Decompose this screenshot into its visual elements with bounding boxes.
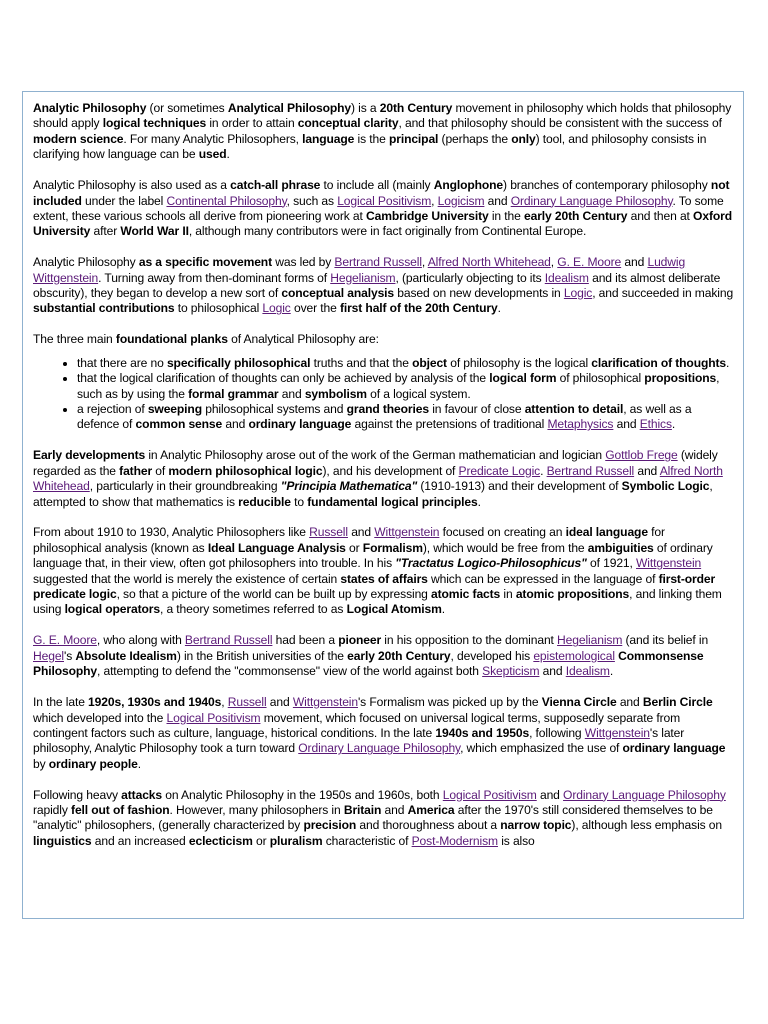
bold-term: clarification of thoughts <box>591 355 727 370</box>
text-run: . Turning away from then-dominant forms of <box>98 270 331 285</box>
text-run: ) is a <box>351 101 380 115</box>
paragraph-attacks <box>33 788 734 850</box>
link-alfred-north-whitehead[interactable]: Alfred North Whitehead <box>33 463 723 494</box>
bold-term: Analytic Philosophy <box>33 101 147 115</box>
bold-term: 1920s, 1930s and 1940s <box>88 695 222 710</box>
text-run: . For many Analytic Philosophers, <box>123 131 303 146</box>
text-run: and <box>621 255 648 270</box>
text-run: and <box>613 417 640 432</box>
book-title: "Tractatus Logico-Philosophicus" <box>395 556 587 571</box>
text-run: and then at <box>627 208 694 223</box>
text-run: focused on creating an <box>439 525 566 540</box>
text-run: , <box>431 193 438 208</box>
text-run: and <box>634 463 660 478</box>
text-run: , particularly in their groundbreaking <box>89 479 281 494</box>
bold-term: substantial contributions <box>33 301 175 316</box>
bold-term: language <box>302 131 355 146</box>
link-logic[interactable]: Logic <box>262 301 291 316</box>
text-run: to philosophical <box>174 301 263 316</box>
text-run: truths and that the <box>310 355 413 370</box>
text-run: or <box>252 833 270 848</box>
text-run: Following heavy <box>33 787 122 802</box>
bold-term: narrow topic <box>500 818 572 833</box>
paragraph-catch-all <box>33 178 734 240</box>
text-run: for philosophical analysis (known as <box>33 525 665 555</box>
text-run: and <box>539 664 566 679</box>
text-run: rapidly <box>33 803 72 818</box>
link-wittgenstein[interactable]: Wittgenstein <box>584 725 650 740</box>
text-run: of <box>152 463 169 478</box>
text-run: in Analytic Philosophy arose out of the work of the German mathematician and logician <box>145 448 606 463</box>
text-run: based on new developments in <box>394 286 564 301</box>
bold-term: catch-all phrase <box>230 178 321 193</box>
text-run: , attempted to show that mathematics is <box>33 479 713 509</box>
text-run: , <box>550 255 558 270</box>
text-run: . <box>609 664 614 679</box>
text-run: over the <box>290 301 340 316</box>
text-run: and thoroughness about a <box>356 818 501 833</box>
bold-term: Formalism <box>362 540 423 555</box>
text-run: that there are no <box>77 355 167 370</box>
bold-term: Symbolic Logic <box>621 479 710 494</box>
bold-term: conceptual analysis <box>281 286 395 301</box>
text-run: The three main <box>33 332 116 347</box>
text-run: (widely regarded as the <box>33 448 718 478</box>
text-run: on Analytic Philosophy in the 1950s and 1960s, both <box>162 787 443 802</box>
link-g-e-moore[interactable]: G. E. Moore <box>557 255 622 270</box>
bold-term: logical operators <box>64 602 160 617</box>
paragraph-planks-intro <box>33 332 734 347</box>
bold-term: father <box>119 463 153 478</box>
list-item <box>77 356 734 371</box>
link-alfred-north-whitehead[interactable]: Alfred North Whitehead <box>427 255 551 270</box>
bold-term: conceptual clarity <box>297 116 399 131</box>
link-ordinary-language-philosophy[interactable]: Ordinary Language Philosophy <box>298 741 461 756</box>
text-run: philosophical systems and <box>201 402 347 416</box>
bold-term: fell out of fashion <box>71 803 170 818</box>
paragraph-specific-movement <box>33 255 734 317</box>
text-run: that the logical clarification of thoughts can only be achieved by analysis of the <box>77 371 490 386</box>
text-run: movement in philosophy which holds that philosophy should apply <box>33 101 732 131</box>
bold-term: common sense <box>135 417 223 432</box>
text-run: was led by <box>272 255 335 270</box>
text-run: From about 1910 to 1930, Analytic Philosophers like <box>33 525 310 540</box>
text-run: to include all (mainly <box>320 178 434 193</box>
text-run: is also <box>497 833 535 848</box>
text-run: to <box>290 494 308 509</box>
link-ethics[interactable]: Ethics <box>639 417 672 432</box>
bold-term: used <box>198 147 227 162</box>
text-run: ), which would be free from the <box>422 540 588 555</box>
bold-term: reducible <box>238 494 291 509</box>
text-run: which can be expressed in the language of <box>427 571 659 586</box>
text-run: and <box>347 525 375 540</box>
text-run: , such as by using the <box>77 371 720 401</box>
text-run: . <box>540 463 547 478</box>
bold-term: as a specific movement <box>138 255 272 270</box>
bold-term: Commonsense Philosophy <box>33 648 704 679</box>
paragraph-early-developments <box>33 448 734 510</box>
link-logical-positivism[interactable]: Logical Positivism <box>442 787 537 802</box>
bold-term: Analytical Philosophy <box>227 101 351 115</box>
text-run: of philosophy is the logical <box>446 355 592 370</box>
text-run: Analytic Philosophy is also used as a <box>33 178 231 193</box>
bold-term: symbolism <box>304 386 367 401</box>
bold-term: modern philosophical logic <box>168 463 323 478</box>
link-idealism[interactable]: Idealism <box>565 664 610 679</box>
bold-term: pluralism <box>269 833 323 848</box>
paragraph-ideal-language <box>33 525 734 617</box>
bold-term: not included <box>33 178 730 208</box>
bold-term: first half of the 20th Century <box>339 301 498 316</box>
link-continental-philosophy[interactable]: Continental Philosophy <box>166 193 287 208</box>
text-run: , (particularly objecting to its <box>395 270 545 285</box>
link-logicism[interactable]: Logicism <box>437 193 485 208</box>
text-run: , as well as a defence of <box>77 402 692 432</box>
bold-term: ordinary language <box>248 417 352 432</box>
text-run: of a logical system. <box>366 386 471 401</box>
bold-term: ideal language <box>565 525 648 540</box>
bold-term: propositions <box>644 371 717 386</box>
text-run: and <box>222 417 249 432</box>
text-run: in the <box>488 208 524 223</box>
list-item <box>77 402 734 433</box>
text-run: , <box>221 695 228 710</box>
link-predicate-logic[interactable]: Predicate Logic <box>458 463 541 478</box>
text-run: and its almost deliberate obscurity), they began to develop a new sort of <box>33 270 721 301</box>
text-run: a rejection of <box>77 402 148 416</box>
bold-term: Absolute Idealism <box>75 648 177 663</box>
link-g-e-moore[interactable]: G. E. Moore <box>33 633 97 648</box>
paragraph-vienna-circle <box>33 695 734 772</box>
text-run: by <box>33 756 49 771</box>
text-run: ) branches of contemporary philosophy <box>503 178 711 193</box>
text-run: , although many contributors were in fact originally from Continental Europe. <box>188 224 587 239</box>
link-logic[interactable]: Logic <box>563 286 593 301</box>
text-run: , who along with <box>96 633 185 648</box>
bold-term: logical form <box>489 371 557 386</box>
book-title: "Principia Mathematica" <box>280 479 418 494</box>
text-run: of 1921, <box>586 556 637 571</box>
bold-term: linguistics <box>33 833 92 848</box>
bold-term: Cambridge University <box>366 208 489 223</box>
bold-term: early 20th Century <box>523 208 628 223</box>
text-run: after <box>90 224 121 239</box>
text-run: under the label <box>81 193 167 208</box>
bold-term: attention to detail <box>524 402 624 416</box>
bold-term: Oxford University <box>33 208 732 239</box>
bold-term: Vienna Circle <box>541 695 617 710</box>
text-run: (or sometimes <box>146 101 228 115</box>
bold-term: states of affairs <box>340 571 428 586</box>
text-run: ) tool, and philosophy consists in clarifying how language can be <box>33 131 707 162</box>
text-run: , developed his <box>450 648 534 663</box>
text-run: and <box>536 787 564 802</box>
text-run: in his opposition to the dominant <box>381 633 558 648</box>
bold-term: 1940s and 1950s <box>435 725 530 740</box>
text-run: and <box>266 695 293 710</box>
text-run: (perhaps the <box>438 131 512 146</box>
bold-term: object <box>412 355 447 370</box>
bold-term: formal grammar <box>188 386 279 401</box>
text-run: 's Formalism was picked up by the <box>357 695 542 710</box>
text-run: and <box>381 803 408 818</box>
bold-term: ambiguities <box>587 540 654 555</box>
text-run: after the 1970's still considered themselves to be "analytic" philosophers, (generally characterized by <box>33 803 713 833</box>
bold-term: ordinary language <box>622 741 726 756</box>
link-metaphysics[interactable]: Metaphysics <box>547 417 614 432</box>
bold-term: pioneer <box>338 633 382 648</box>
text-run: which developed into the <box>33 710 167 725</box>
article-body <box>23 92 743 849</box>
paragraph-moore <box>33 633 734 679</box>
link-russell[interactable]: Russell <box>227 695 267 710</box>
bold-term: modern science <box>33 131 124 146</box>
bold-term: ordinary people <box>48 756 138 771</box>
text-run: . <box>137 756 141 771</box>
link-bertrand-russell[interactable]: Bertrand Russell <box>546 463 635 478</box>
text-run: in order to attain <box>206 116 298 131</box>
link-ludwig-wittgenstein[interactable]: Ludwig Wittgenstein <box>33 255 686 285</box>
link-skepticism[interactable]: Skepticism <box>482 664 540 679</box>
link-post-modernism[interactable]: Post-Modernism <box>411 833 498 848</box>
text-run: of philosophical <box>556 371 645 386</box>
bold-term: Logical Atomism <box>346 602 442 617</box>
text-run: ), and his development of <box>322 463 459 478</box>
text-run: . However, many philosophers in <box>169 803 344 818</box>
bold-term: Early developments <box>33 448 146 463</box>
text-run: 's later philosophy, Analytic Philosophy took a turn toward <box>33 725 685 756</box>
paragraph-intro <box>33 101 734 163</box>
text-run: . To some extent, these various schools all derive from pioneering work at <box>33 193 724 223</box>
bold-term: sweeping <box>147 402 202 416</box>
bold-term: logical techniques <box>102 116 207 131</box>
text-run: of ordinary language that, in their view, often got philosophers into trouble. In his <box>33 540 713 571</box>
link-hegelianism[interactable]: Hegelianism <box>557 633 623 648</box>
link-logical-positivism[interactable]: Logical Positivism <box>166 710 261 725</box>
link-russell[interactable]: Russell <box>309 525 348 540</box>
text-run: (1910-1913) and their development of <box>417 479 622 494</box>
text-run: and <box>484 193 511 208</box>
text-run: . <box>226 147 230 162</box>
link-epistemological[interactable]: epistemological <box>533 648 615 663</box>
text-run: Analytic Philosophy <box>33 255 139 270</box>
bold-term: World War II <box>120 224 189 239</box>
text-run: ), although less emphasis on <box>571 818 723 833</box>
link-ordinary-language-philosophy[interactable]: Ordinary Language Philosophy <box>510 193 673 208</box>
text-run: , <box>421 255 428 270</box>
text-run: . <box>671 417 676 432</box>
text-run: . <box>441 602 445 617</box>
text-run: ) in the British universities of the <box>176 648 348 663</box>
text-run: , following <box>529 725 585 740</box>
text-run: , and that philosophy should be consistent with the success of <box>398 116 722 131</box>
text-run: . <box>726 355 730 370</box>
text-run: movement, which focused on universal logical terms, supposedly separate from contingent factors such as culture, language, historical conditions. In the late <box>33 710 681 740</box>
bold-term: fundamental logical principles <box>307 494 478 509</box>
link-wittgenstein[interactable]: Wittgenstein <box>374 525 440 540</box>
text-run: and <box>616 695 643 710</box>
bold-term: Ideal Language Analysis <box>207 540 346 555</box>
bold-term: attacks <box>121 787 163 802</box>
text-run: . <box>477 494 481 509</box>
foundational-planks-list <box>33 356 734 433</box>
link-wittgenstein[interactable]: Wittgenstein <box>636 556 702 571</box>
link-wittgenstein[interactable]: Wittgenstein <box>292 695 358 710</box>
bold-term: grand theories <box>346 402 429 416</box>
link-ordinary-language-philosophy[interactable]: Ordinary Language Philosophy <box>563 787 726 802</box>
text-run: . <box>497 301 501 316</box>
bold-term: America <box>407 803 455 818</box>
bold-term: atomic propositions <box>515 587 630 602</box>
link-gottlob-frege[interactable]: Gottlob Frege <box>605 448 678 463</box>
bold-term: only <box>511 131 536 146</box>
text-run: is the <box>354 131 389 146</box>
text-run: 's <box>64 648 76 663</box>
link-logical-positivism[interactable]: Logical Positivism <box>337 193 432 208</box>
text-run: of Analytical Philosophy are: <box>227 332 379 347</box>
text-run: against the pretensions of traditional <box>351 417 548 432</box>
bold-term: eclecticism <box>188 833 253 848</box>
bold-term: foundational planks <box>115 332 228 347</box>
bold-term: first-order predicate logic <box>33 571 716 602</box>
link-hegelianism[interactable]: Hegelianism <box>330 270 396 285</box>
text-run: , such as <box>286 193 338 208</box>
bold-term: principal <box>388 131 439 146</box>
text-run: (and its belief in <box>622 633 709 648</box>
bold-term: Britain <box>343 803 382 818</box>
text-run: , a theory sometimes referred to as <box>159 602 347 617</box>
bold-term: Anglophone <box>433 178 504 193</box>
article-frame <box>22 91 744 919</box>
text-run: suggested that the world is merely the existence of certain <box>33 571 341 586</box>
text-run: , which emphasized the use of <box>460 741 623 756</box>
text-run: in favour of close <box>428 402 525 416</box>
text-run: , attempting to defend the "commonsense" view of the world against both <box>96 664 483 679</box>
link-bertrand-russell[interactable]: Bertrand Russell <box>184 633 273 648</box>
list-item <box>77 371 734 402</box>
text-run: and an increased <box>91 833 189 848</box>
bold-term: early 20th Century <box>347 648 451 663</box>
bold-term: atomic facts <box>431 587 501 602</box>
text-run: , and linking them using <box>33 587 722 617</box>
text-run: characteristic of <box>322 833 412 848</box>
link-idealism[interactable]: Idealism <box>544 270 589 285</box>
text-run: , so that a picture of the world can be built up by expressing <box>116 587 432 602</box>
text-run: In the late <box>33 695 89 710</box>
text-run: had been a <box>272 633 339 648</box>
link-hegel[interactable]: Hegel <box>33 648 64 663</box>
link-bertrand-russell[interactable]: Bertrand Russell <box>334 255 422 270</box>
text-run: or <box>345 540 363 555</box>
text-run: and <box>278 386 305 401</box>
bold-term: precision <box>303 818 357 833</box>
bold-term: 20th Century <box>379 101 453 115</box>
bold-term: Berlin Circle <box>642 695 713 710</box>
bold-term: specifically philosophical <box>166 355 311 370</box>
text-run: in <box>500 587 516 602</box>
text-run: , and succeeded in making <box>592 286 734 301</box>
